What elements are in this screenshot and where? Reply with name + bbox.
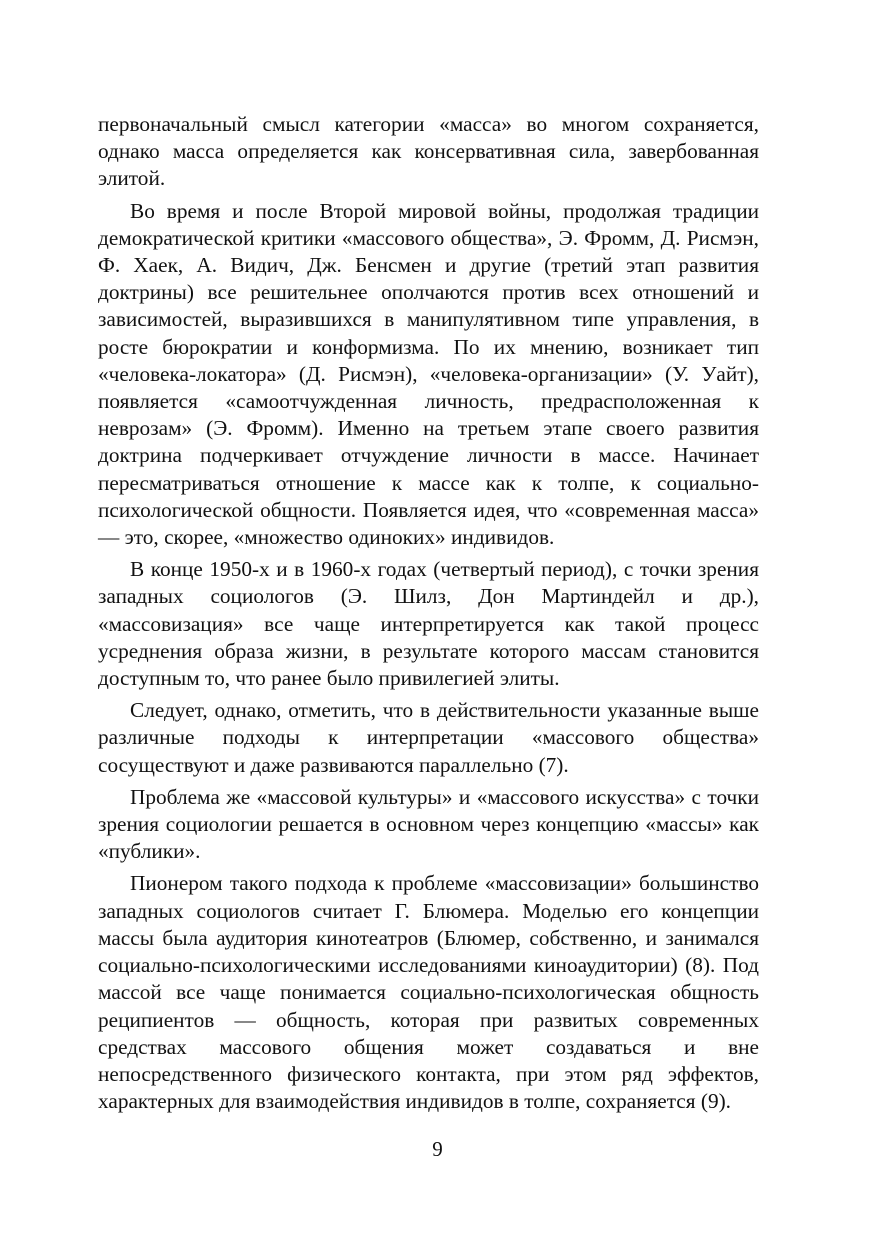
paragraph-fourth-period: В конце 1950-х и в 1960-х годах (четвертый период), с точки зрения западных социологов (Э. Шилз, Дон Мартиндейл и др.), «массовизация» все чаще интерпретируется как такой процесс усреднения образа жизни, в результате которого массам становится доступным то, что ранее было привилегией элиты. (98, 557, 759, 691)
paragraph-blumer: Пионером такого подхода к проблеме «массовизации» большинство западных социологов считает Г. Блюмера. Моделью его концепции массы была аудитория кинотеатров (Блюмер, собственно, и занимался социально-психологическими исследованиями киноаудитории) (8). Под массой все чаще понимается социально-психологическая общность реципиентов — общность, которая при развитых современных средствах массового общения может создаваться и вне непосредственного физического контакта, при этом ряд эффектов, характерных для взаимодействия индивидов в толпе, сохраняется (9). (98, 871, 759, 1114)
paragraph-mass-culture: Проблема же «массовой культуры» и «массового искусства» с точки зрения социологии решается в основном через концепцию «массы» как «публики». (98, 784, 759, 864)
paragraph-third-stage: Во время и после Второй мировой войны, продолжая традиции демократической критики «массового общества», Э. Фромм, Д. Рисмэн, Ф. Хаек, А. Видич, Дж. Бенсмен и другие (третий этап развития доктрины) все решительнее ополчаются против всех отношений и зависимостей, выразившихся в манипулятивном типе управления, в росте бюрократии и конформизма. По их мнению, возникает тип «человека-локатора» (Д. Рисмэн), «человека-организации» (У. Уайт), появляется «самоотчужденная личность, предрасположенная к неврозам» (Э. Фромм). Именно на третьем этапе своего развития доктрина подчеркивает отчуждение личности в массе. Начинает пересматриваться отношение к массе как к толпе, к социально-психологической общности. Появляется идея, что «современная масса» — это, скорее, «множество одиноких» индивидов. (98, 198, 759, 550)
page-number: 9 (432, 1137, 443, 1161)
paragraph-parallel-approaches: Следует, однако, отметить, что в действительности указанные выше различные подходы к интерпретации «массового общества» сосуществуют и даже развиваются параллельно (7). (98, 698, 759, 777)
page-body (98, 111, 759, 1120)
paragraph-continuation: первоначальный смысл категории «масса» во многом сохраняется, однако масса определяется как консервативная сила, завербованная элитой. (98, 112, 759, 191)
